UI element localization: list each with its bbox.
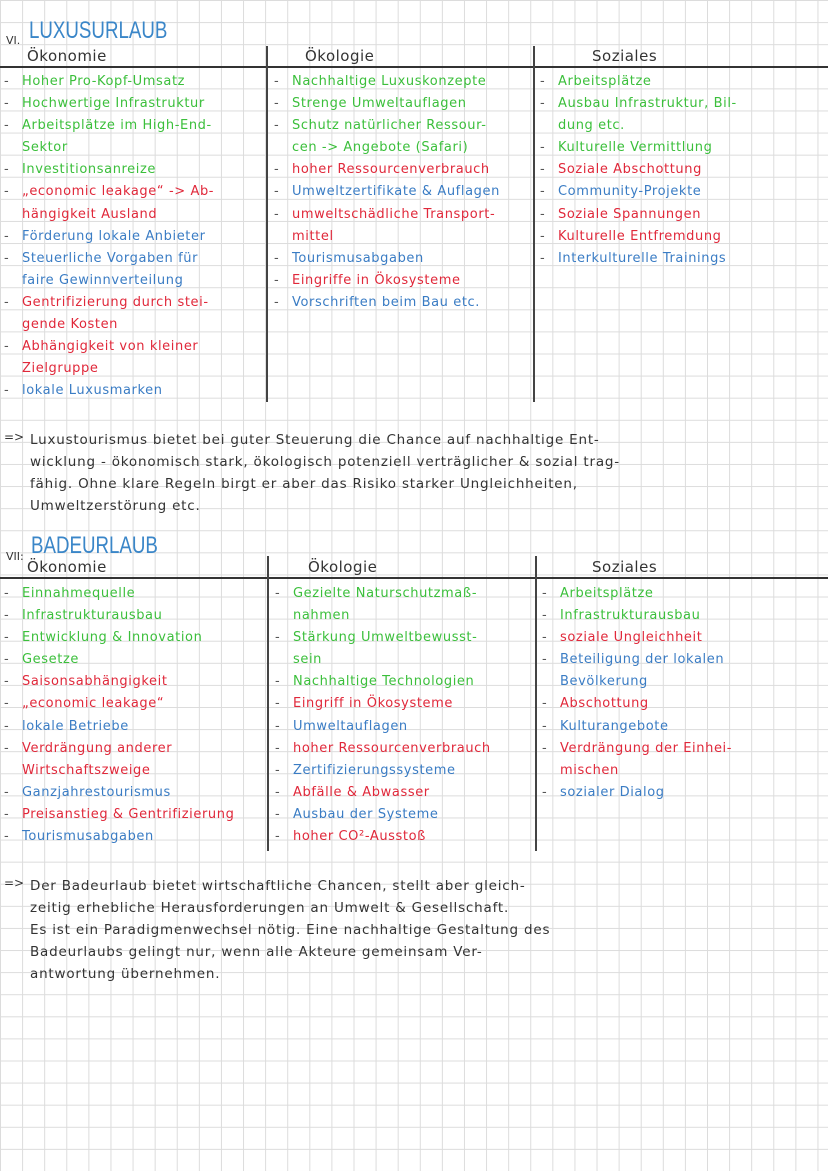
list-item — [270, 270, 532, 292]
table-header-line — [0, 577, 828, 579]
list-item-text: Kulturangebote — [560, 718, 669, 734]
list-item — [538, 627, 828, 649]
bullet-dash: - — [540, 228, 546, 244]
list-item — [0, 226, 266, 248]
bullet-dash: - — [275, 586, 281, 601]
table-header-line — [0, 66, 828, 68]
bullet-dash: - — [542, 784, 548, 800]
list-item-text: Gentrifizierung durch stei- — [22, 294, 209, 310]
bullet-dash: - — [542, 586, 548, 601]
list-item-text: Einnahmequelle — [22, 586, 136, 601]
list-item — [270, 93, 532, 115]
bullet-dash: - — [4, 608, 10, 624]
list-item-text: Kulturelle Vermittlung — [558, 140, 713, 156]
list-item-text: Soziale Abschottung — [558, 162, 702, 178]
list-item-continuation: Wirtschaftszweige — [22, 762, 151, 778]
list-item-text: Interkulturelle Trainings — [558, 250, 727, 266]
list-item-text: Strenge Umweltauflagen — [292, 96, 467, 112]
bullet-dash: - — [4, 250, 10, 266]
bullet-dash: - — [275, 740, 281, 756]
bullet-dash: - — [4, 184, 10, 200]
list-item — [0, 738, 267, 782]
column-soziales — [538, 583, 828, 804]
bullet-dash: - — [4, 294, 10, 310]
bullet-dash: - — [542, 608, 548, 624]
bullet-dash: - — [274, 96, 280, 112]
list-item — [538, 693, 828, 715]
column-divider — [267, 556, 269, 851]
list-item — [536, 248, 826, 270]
list-item — [0, 159, 266, 181]
list-item-text: Tourismusabgaben — [22, 829, 154, 845]
conclusion-line: wicklung - ökonomisch stark, ökologisch potenziell verträglicher & sozial trag- — [30, 454, 620, 471]
column-divider — [266, 46, 268, 402]
list-item-text: hoher CO²-Ausstoß — [293, 829, 426, 845]
list-item-text: Schutz natürlicher Ressour- — [292, 118, 487, 134]
list-item-text: Kulturelle Entfremdung — [558, 228, 722, 244]
list-item-text: Gezielte Naturschutzmaß- — [293, 586, 478, 601]
list-item — [0, 583, 267, 605]
list-item-text: Infrastrukturausbau — [22, 608, 163, 624]
list-item-text: Soziale Spannungen — [558, 206, 702, 222]
list-item — [271, 782, 533, 804]
bullet-dash: - — [274, 118, 280, 134]
list-item — [536, 204, 826, 226]
section-title: LUXUSURLAUB — [29, 17, 168, 44]
list-item-text: Saisonsabhängigkeit — [22, 674, 168, 690]
column-header-soziales: Soziales — [592, 47, 658, 65]
list-item-text: Förderung lokale Anbieter — [22, 228, 206, 244]
list-item-text: hoher Ressourcenverbrauch — [292, 162, 490, 178]
section-number: VI. — [6, 34, 21, 47]
list-item — [536, 159, 826, 181]
list-item-text: „economic leakage“ — [22, 696, 165, 712]
bullet-dash: - — [4, 339, 10, 355]
list-item-text: Hochwertige Infrastruktur — [22, 96, 205, 112]
bullet-dash: - — [274, 184, 280, 200]
list-item-continuation: sein — [293, 652, 323, 668]
list-item — [270, 159, 532, 181]
list-item — [536, 137, 826, 159]
list-item — [0, 671, 267, 693]
bullet-dash: - — [540, 206, 546, 222]
conclusion-arrow: => — [4, 430, 25, 444]
list-item-text: Vorschriften beim Bau etc. — [292, 294, 481, 310]
conclusion-line: Der Badeurlaub bietet wirtschaftliche Chancen, stellt aber gleich- — [30, 878, 526, 894]
bullet-dash: - — [274, 272, 280, 288]
bullet-dash: - — [274, 250, 280, 266]
bullet-dash: - — [4, 674, 10, 690]
list-item-text: Infrastrukturausbau — [560, 608, 701, 624]
list-item — [271, 826, 533, 848]
column-oekologie — [271, 583, 533, 848]
column-header-oekonomie: Ökonomie — [27, 47, 107, 65]
list-item-continuation: hängigkeit Ausland — [22, 206, 158, 222]
list-item — [0, 336, 266, 380]
bullet-dash: - — [4, 96, 10, 112]
list-item — [0, 716, 267, 738]
column-header-oekologie: Ökologie — [305, 47, 375, 65]
bullet-dash: - — [540, 96, 546, 112]
list-item — [536, 226, 826, 248]
list-item — [0, 782, 267, 804]
list-item — [271, 627, 533, 671]
column-divider — [533, 46, 535, 402]
list-item-text: Gesetze — [22, 652, 79, 668]
list-item — [0, 181, 266, 225]
list-item-continuation: gende Kosten — [22, 317, 119, 333]
list-item-continuation: faire Gewinnverteilung — [22, 272, 184, 288]
bullet-dash: - — [4, 829, 10, 845]
list-item-text: lokale Luxusmarken — [22, 383, 163, 399]
bullet-dash: - — [274, 206, 280, 222]
list-item — [0, 292, 266, 336]
section-title: BADEURLAUB — [31, 532, 158, 559]
list-item — [271, 693, 533, 715]
conclusion-arrow: => — [4, 876, 25, 890]
list-item-text: Umweltauflagen — [293, 718, 408, 734]
list-item-text: Preisanstieg & Gentrifizierung — [22, 806, 235, 822]
column-oekonomie — [0, 71, 266, 402]
bullet-dash: - — [4, 630, 10, 646]
list-item — [270, 181, 532, 203]
list-item-text: Arbeitsplätze — [560, 586, 654, 601]
conclusion-line: Umweltzerstörung etc. — [30, 498, 201, 515]
bullet-dash: - — [275, 806, 281, 822]
list-item — [0, 693, 267, 715]
list-item-text: „economic leakage“ -> Ab- — [22, 184, 215, 200]
conclusion-line: zeitig erhebliche Herausforderungen an Umwelt & Gesellschaft. — [30, 900, 510, 917]
bullet-dash: - — [540, 184, 546, 200]
list-item-text: Verdrängung anderer — [22, 740, 173, 756]
list-item — [0, 649, 267, 671]
bullet-dash: - — [540, 250, 546, 266]
conclusion-line: antwortung übernehmen. — [30, 966, 221, 983]
list-item — [271, 583, 533, 627]
list-item — [538, 716, 828, 738]
bullet-dash: - — [275, 718, 281, 734]
list-item — [270, 71, 532, 93]
list-item-text: Tourismusabgaben — [292, 250, 424, 266]
list-item-text: Beteiligung der lokalen — [560, 652, 725, 668]
list-item — [0, 605, 267, 627]
list-item-continuation: cen -> Angebote (Safari) — [292, 140, 469, 156]
list-item — [0, 93, 266, 115]
bullet-dash: - — [274, 74, 280, 89]
list-item — [271, 760, 533, 782]
list-item — [271, 671, 533, 693]
bullet-dash: - — [275, 630, 281, 646]
list-item-text: lokale Betriebe — [22, 718, 129, 734]
list-item-text: Eingriffe in Ökosysteme — [292, 272, 461, 288]
list-item-text: Ausbau Infrastruktur, Bil- — [558, 96, 737, 112]
list-item-text: Nachhaltige Technologien — [293, 674, 475, 690]
list-item — [0, 115, 266, 159]
list-item-text: Umweltzertifikate & Auflagen — [292, 184, 500, 200]
bullet-dash: - — [4, 118, 10, 134]
list-item-continuation: nahmen — [293, 608, 350, 624]
list-item-text: Eingriff in Ökosysteme — [293, 696, 453, 712]
list-item — [271, 738, 533, 760]
bullet-dash: - — [4, 718, 10, 734]
bullet-dash: - — [540, 74, 546, 89]
column-soziales — [536, 71, 826, 270]
list-item-text: hoher Ressourcenverbrauch — [293, 740, 491, 756]
list-item-text: Steuerliche Vorgaben für — [22, 250, 199, 266]
bullet-dash: - — [274, 162, 280, 178]
list-item — [270, 204, 532, 248]
list-item — [0, 380, 266, 402]
list-item-text: Community-Projekte — [558, 184, 702, 200]
bullet-dash: - — [540, 140, 546, 156]
list-item — [0, 248, 266, 292]
list-item-text: Entwicklung & Innovation — [22, 630, 203, 646]
bullet-dash: - — [542, 696, 548, 712]
list-item-text: Ganzjahrestourismus — [22, 784, 171, 800]
list-item-continuation: dung etc. — [558, 118, 625, 134]
column-divider — [535, 556, 537, 851]
bullet-dash: - — [4, 652, 10, 668]
bullet-dash: - — [4, 162, 10, 178]
conclusion-line: Luxustourismus bietet bei guter Steuerung die Chance auf nachhaltige Ent- — [30, 432, 600, 448]
bullet-dash: - — [275, 829, 281, 845]
list-item-text: Hoher Pro-Kopf-Umsatz — [22, 74, 186, 89]
bullet-dash: - — [542, 718, 548, 734]
list-item-continuation: mischen — [560, 762, 619, 778]
list-item — [0, 627, 267, 649]
list-item — [538, 782, 828, 804]
section-number: VII: — [6, 550, 24, 563]
list-item-text: Arbeitsplätze — [558, 74, 652, 89]
list-item-text: Stärkung Umweltbewusst- — [293, 630, 478, 646]
bullet-dash: - — [275, 674, 281, 690]
list-item — [538, 583, 828, 605]
list-item-continuation: Bevölkerung — [560, 674, 648, 690]
bullet-dash: - — [4, 784, 10, 800]
list-item-text: Verdrängung der Einhei- — [560, 740, 733, 756]
column-header-soziales: Soziales — [592, 558, 658, 576]
list-item — [271, 716, 533, 738]
bullet-dash: - — [275, 784, 281, 800]
list-item — [0, 71, 266, 93]
list-item — [538, 605, 828, 627]
conclusion-text — [30, 875, 550, 985]
list-item — [536, 181, 826, 203]
conclusion-line: fähig. Ohne klare Regeln birgt er aber das Risiko starker Ungleichheiten, — [30, 476, 578, 493]
list-item-text: Arbeitsplätze im High-End- — [22, 118, 212, 134]
bullet-dash: - — [4, 228, 10, 244]
list-item-text: Investitionsanreize — [22, 162, 157, 178]
list-item — [0, 804, 267, 826]
list-item-text: Nachhaltige Luxuskonzepte — [292, 74, 487, 89]
column-oekonomie — [0, 583, 267, 848]
conclusion-line: Badeurlaubs gelingt nur, wenn alle Akteure gemeinsam Ver- — [30, 944, 483, 961]
column-oekologie — [270, 71, 532, 314]
list-item-text: Abschottung — [560, 696, 649, 712]
bullet-dash: - — [540, 162, 546, 178]
column-header-oekonomie: Ökonomie — [27, 558, 107, 576]
list-item-continuation: Sektor — [22, 140, 68, 156]
bullet-dash: - — [542, 740, 548, 756]
list-item — [270, 115, 532, 159]
list-item-text: Abhängigkeit von kleiner — [22, 339, 199, 355]
bullet-dash: - — [542, 652, 548, 668]
list-item-text: sozialer Dialog — [560, 784, 665, 800]
list-item — [538, 738, 828, 782]
bullet-dash: - — [275, 762, 281, 778]
list-item-text: Ausbau der Systeme — [293, 806, 439, 822]
list-item-text: umweltschädliche Transport- — [292, 206, 496, 222]
column-header-oekologie: Ökologie — [308, 558, 378, 576]
bullet-dash: - — [274, 294, 280, 310]
conclusion-text — [30, 429, 620, 517]
list-item-text: soziale Ungleichheit — [560, 630, 703, 646]
list-item — [270, 248, 532, 270]
list-item — [270, 292, 532, 314]
list-item — [536, 71, 826, 93]
list-item — [536, 93, 826, 137]
bullet-dash: - — [275, 696, 281, 712]
list-item — [271, 804, 533, 826]
bullet-dash: - — [4, 696, 10, 712]
list-item — [538, 649, 828, 693]
bullet-dash: - — [4, 740, 10, 756]
list-item — [0, 826, 267, 848]
list-item-continuation: Zielgruppe — [22, 361, 99, 377]
bullet-dash: - — [4, 806, 10, 822]
bullet-dash: - — [4, 586, 10, 601]
conclusion-line: Es ist ein Paradigmenwechsel nötig. Eine nachhaltige Gestaltung des — [30, 922, 551, 939]
bullet-dash: - — [4, 383, 10, 399]
bullet-dash: - — [542, 630, 548, 646]
list-item-text: Abfälle & Abwasser — [293, 784, 430, 800]
list-item-continuation: mittel — [292, 228, 334, 244]
bullet-dash: - — [4, 74, 10, 89]
list-item-text: Zertifizierungssysteme — [293, 762, 456, 778]
